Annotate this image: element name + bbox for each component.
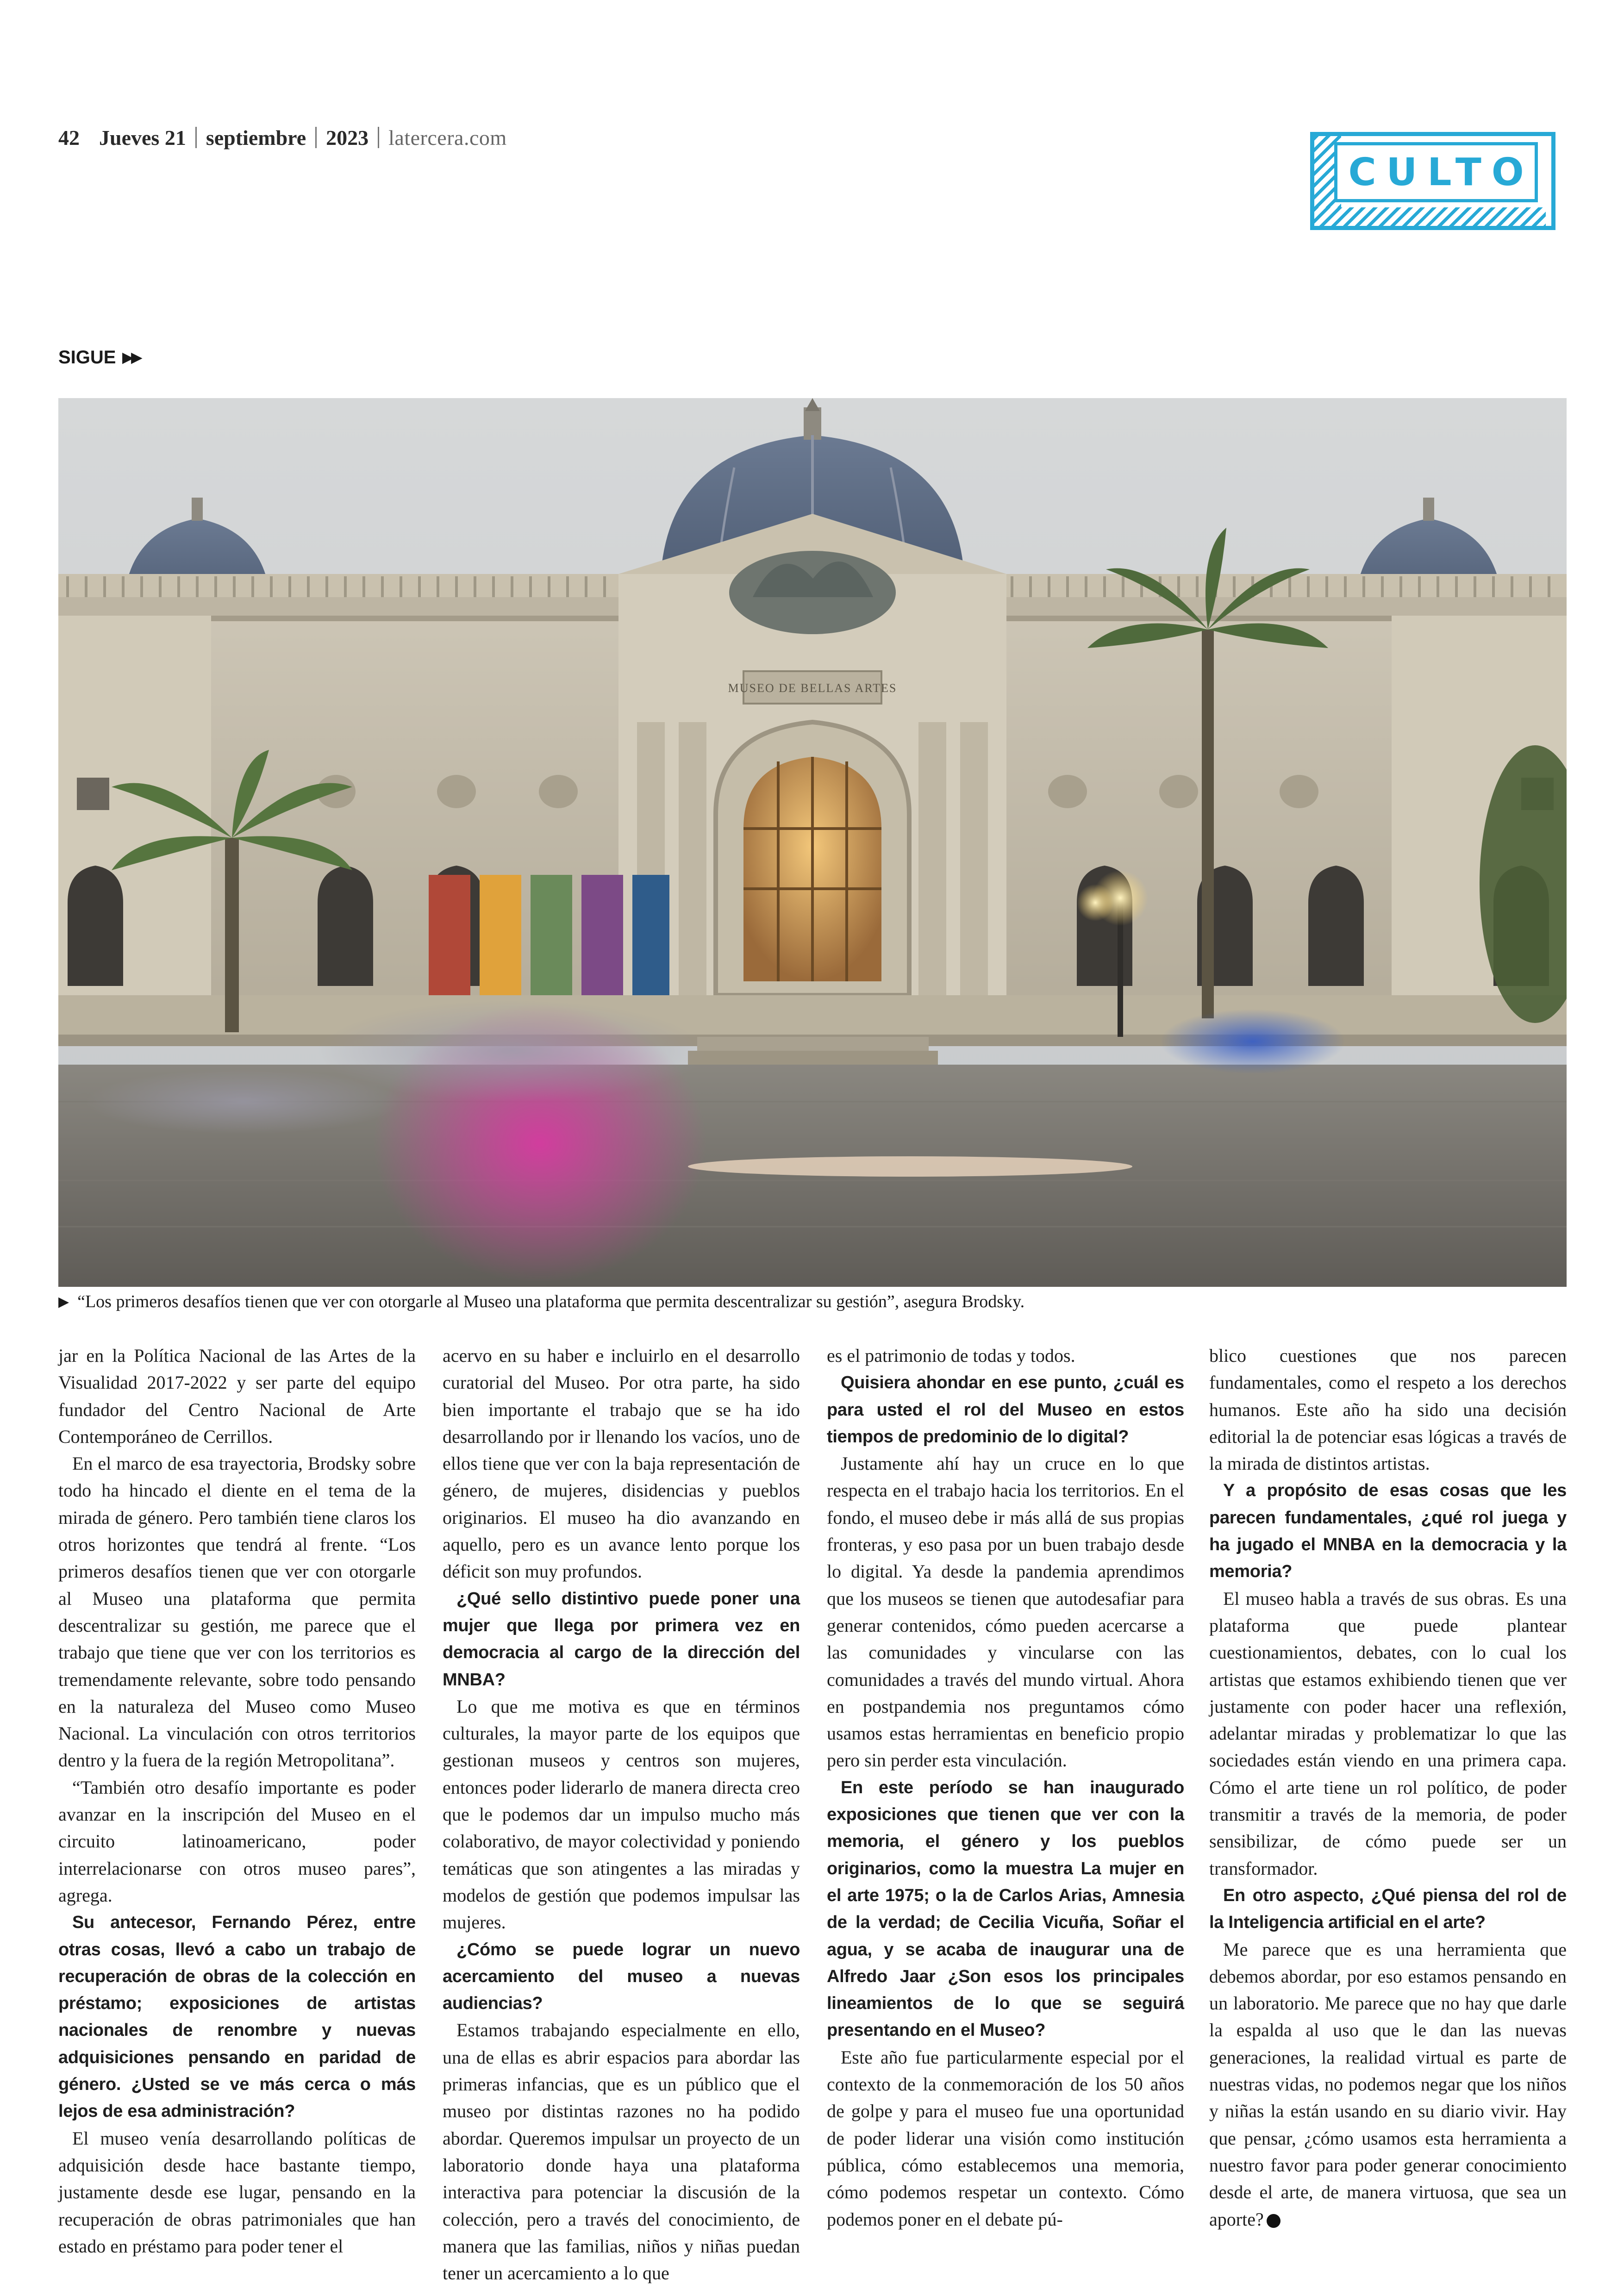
paragraph-text: Lo que me motiva es que en términos culturales, la mayor parte de los equipos que gestionan museos y centros son mujeres, entonces poder liderarlo de manera directa creo que le podemos dar un impulso mucho más colaborativo, de mayor colectividad y poniendo temáticas que son atingentes a las miradas y modelos de gestión que podemos impulsar las mujeres.: [443, 1696, 800, 1933]
paragraph-text: Quisiera ahondar en ese punto, ¿cuál es para usted el rol del Museo en estos tiempos de predominio de lo digital?: [827, 1373, 1184, 1447]
text-column-2: [443, 1342, 800, 2287]
section-logo-hatch: [1314, 207, 1546, 226]
paragraph-text: acervo en su haber e incluirlo en el desarrollo curatorial del Museo. Por otra parte, ha sido bien importante el trabajo que se ha ido desarrollando por ir llenando los vacíos, uno de ellos tiene que ver con la baja representación de género, de mujeres, disidencias y pueblos originarios. El museo ha dio avanzando en aquello, pero es un avance lento porque los déficit son muy profundos.: [443, 1345, 800, 1582]
caption-text: “Los primeros desafíos tienen que ver con otorgarle al Museo una plataforma que permita descentralizar su gestión”, asegura Brodsky.: [77, 1292, 1025, 1311]
paragraph-text: Me parece que es una herramienta que debemos abordar, por eso estamos pensando en un laboratorio. Me parece que no hay que darle la espalda al uso que le dan las nuevas generaciones, la realidad virtual es parte de nuestras vidas, no podemos negar que los niños y niñas la están usando en su diario vivir. Hay que pensar, ¿cómo usamos esta herramienta a nuestro favor para poder generar conocimiento desde el arte, de manera virtuosa, que sea un aporte?: [1209, 1939, 1567, 2230]
continued-paragraph: [827, 1342, 1184, 1369]
paragraph-text: “También otro desafío importante es poder avanzar en la inscripción del Museo en el circuito latinoamericano, poder interrelacionarse con otros museo pares”, agrega.: [58, 1777, 416, 1906]
interview-question: [443, 1585, 800, 1693]
paragraph-text: Y a propósito de esas cosas que les parecen fundamentales, ¿qué rol juega y ha jugado el MNBA en la democracia y la memoria?: [1209, 1481, 1567, 1582]
page-folio: [58, 121, 507, 154]
text-column-3: [827, 1342, 1184, 2233]
folio-divider: [315, 127, 317, 148]
interview-question: [443, 1936, 800, 2017]
caption-arrow-icon: ▶: [58, 1294, 69, 1310]
interview-question: [1209, 1477, 1567, 1585]
text-column-4: [1209, 1342, 1567, 2233]
continued-paragraph: [58, 1342, 416, 1450]
answer-paragraph: [1209, 1936, 1567, 2233]
folio-divider: [195, 127, 197, 148]
answer-paragraph: [827, 1450, 1184, 1774]
interview-question: [827, 1369, 1184, 1450]
folio-day: Jueves 21: [99, 125, 186, 150]
paragraph-text: ¿Cómo se puede lograr un nuevo acercamiento del museo a nuevas audiencias?: [443, 1940, 800, 2014]
paragraph-text: El museo venía desarrollando políticas de adquisición desde hace bastante tiempo, justamente desde ese lugar, pensando en la recuperación de obras patrimoniales que han estado en préstamo para poder tener el: [58, 2127, 416, 2257]
folio-month: septiembre: [206, 125, 306, 150]
section-logo: [1310, 132, 1555, 230]
museum-photo: [58, 398, 1567, 1287]
text-column-1: [58, 1342, 416, 2260]
website-link[interactable]: latercera.com: [388, 125, 507, 150]
answer-paragraph: [58, 1450, 416, 1774]
paragraph-text: En este período se han inaugurado exposiciones que tienen que ver con la memoria, el género y los pueblos originarios, como la muestra La mujer en el arte 1975; o la de Carlos Arias, Amnesia de la verdad; de Cecilia Vicuña, Soñar el agua, y se acaba de inaugurar una de Alfredo Jaar ¿Son esos los principales lineamientos de lo que se seguirá presentando en el Museo?: [827, 1777, 1184, 2040]
paragraph-text: es el patrimonio de todas y todos.: [827, 1345, 1075, 1366]
interview-question: [1209, 1882, 1567, 1936]
paragraph-text: jar en la Política Nacional de las Artes de la Visualidad 2017-2022 y ser parte del equipo fundador del Centro Nacional de Arte Contemporáneo de Cerrillos.: [58, 1345, 416, 1447]
answer-paragraph: [1209, 1585, 1567, 1882]
paragraph-text: Este año fue particularmente especial por el contexto de la conmemoración de los 50 años de golpe y para el museo fue una oportunidad de poder liderar una visión como institución pública, cómo establecemos una memoria, cómo podemos respetar un contexto. Cómo podemos poner en el debate pú-: [827, 2046, 1184, 2230]
paragraph-text: ¿Qué sello distintivo puede poner una mujer que llega por primera vez en democracia al cargo de la dirección del MNBA?: [443, 1589, 800, 1690]
museum-sign-text: MUSEO DE BELLAS ARTES: [728, 681, 897, 695]
folio-year: 2023: [326, 125, 369, 150]
paragraph-text: En el marco de esa trayectoria, Brodsky sobre todo ha hincado el diente en el tema de la mirada de género. Pero también tiene claros los otros horizontes que tendrá al frente. “Los primeros desafíos tienen que ver con otorgarle al Museo una plataforma que permita descentralizar su gestión, me parece que el trabajo que tiene que ver con los territorios es tremendamente relevante, sobre todo pensando en la naturaleza del Museo como Museo Nacional. La vinculación con otros territorios dentro y la fuera de la región Metropolitana”.: [58, 1453, 416, 1771]
paragraph-text: blico cuestiones que nos parecen fundamentales, como el respeto a los derechos humanos. Este año ha sido una decisión editorial la de potenciar esas lógicas a través de la mirada de distintos artistas.: [1209, 1345, 1567, 1474]
double-arrow-icon: ▶▶: [122, 350, 140, 365]
paragraph-text: El museo habla a través de sus obras. Es una plataforma que puede plantear cuestionamientos, debates, con lo cual los artistas que estamos exhibiendo tienen que ver justamente con poder hacer una reflexión, adelantar miradas y problematizar lo que las sociedades están viendo en una primera capa. Cómo el arte tiene un rol político, de poder transmitir a través de la memoria, de poder sensibilizar, de cómo puede ser un transformador.: [1209, 1588, 1567, 1879]
continued-paragraph: [443, 1342, 800, 1585]
continued-label: SIGUE: [58, 347, 116, 368]
folio-divider: [378, 127, 379, 148]
answer-paragraph: [58, 2125, 416, 2260]
section-name: CULTO: [1334, 142, 1538, 202]
page-number: 42: [58, 125, 80, 150]
answer-paragraph: [443, 2017, 800, 2287]
paragraph-text: En otro aspecto, ¿Qué piensa del rol de la Inteligencia artificial en el arte?: [1209, 1885, 1567, 1933]
paragraph-text: Su antecesor, Fernando Pérez, entre otras cosas, llevó a cabo un trabajo de recuperación de obras de la colección en préstamo; exposiciones de artistas nacionales de renombre y nuevas adquisiciones pensando en paridad de género. ¿Usted se ve más cerca o más lejos de esa administración?: [58, 1913, 416, 2121]
answer-paragraph: [827, 2044, 1184, 2233]
continued-marker: [58, 347, 140, 368]
paragraph-text: Justamente ahí hay un cruce en lo que respecta en el trabajo hacia los territorios. En el fondo, el museo debe ir más allá de sus propias fronteras, y eso pasa por un buen trabajo desde lo digital. Ya desde la pandemia aprendimos que los museos se tienen que autodesafiar para generar contenidos, cómo pueden acercarse a las comunidades y vincularse con las comunidades a través del mundo virtual. Ahora en postpandemia nos preguntamos cómo usamos estas herramientas en beneficio propio pero sin perder esta vinculación.: [827, 1453, 1184, 1771]
paragraph-text: Estamos trabajando especialmente en ello, una de ellas es abrir espacios para abordar las primeras infancias, que es un público que el museo por distintas razones no ha podido abordar. Queremos impulsar un proyecto de un laboratorio donde haya una plataforma interactiva para potenciar la discusión de la colección, pero a través del conocimiento, de manera que las familias, niños y niñas puedan tener un acercamiento a lo que: [443, 2020, 800, 2284]
photo-caption: [58, 1291, 1567, 1312]
answer-paragraph: [58, 1774, 416, 1909]
answer-paragraph: [443, 1693, 800, 1936]
museum-illustration: [58, 398, 1567, 1287]
continued-paragraph: [1209, 1342, 1567, 1477]
interview-question: [58, 1909, 416, 2125]
end-mark-icon: [1267, 2214, 1280, 2228]
interview-question: [827, 1774, 1184, 2044]
